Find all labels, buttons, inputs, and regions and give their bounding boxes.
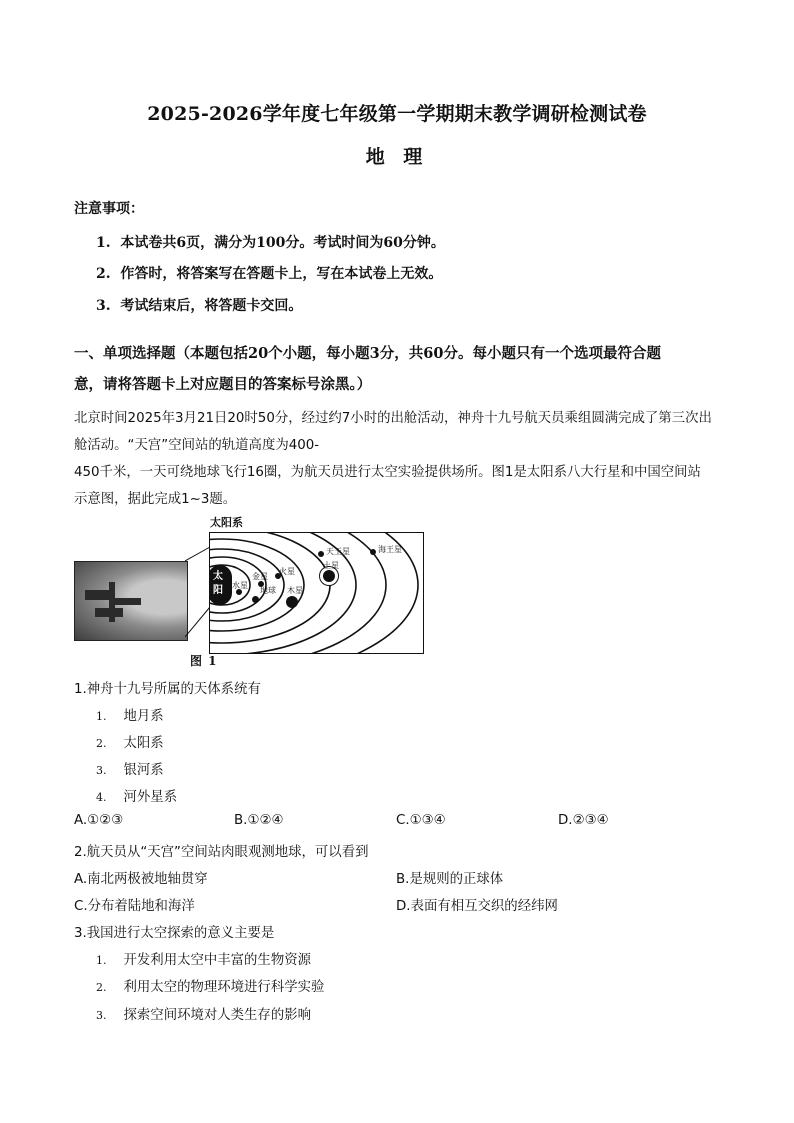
notice-item-text: 作答时，将答案写在答题卡上，写在本试卷上无效。 [120, 266, 443, 282]
item-number: 2. [96, 737, 107, 750]
item-text: 开发利用太空中丰富的生物资源 [123, 953, 311, 968]
solar-panel-icon [115, 598, 141, 605]
item-text: 探索空间环境对人类生存的影响 [123, 1008, 311, 1023]
option-a[interactable]: A.①②③ [74, 813, 124, 828]
item-number: 2. [96, 981, 107, 994]
question-item [96, 976, 324, 995]
item-text: 银河系 [123, 763, 164, 778]
item-number: 4. [96, 791, 107, 804]
option-d[interactable]: D.②③④ [558, 813, 609, 828]
planet-label-mercury: 水星 [232, 581, 248, 590]
option-a[interactable]: A.南北两极被地轴贯穿 [74, 872, 208, 887]
planet-label-neptune: 海王星 [378, 545, 402, 554]
option-c[interactable]: C.分布着陆地和海洋 [74, 899, 195, 914]
item-text: 地月系 [123, 709, 164, 724]
item-number: 3. [96, 1009, 107, 1022]
planet-dot [318, 551, 324, 557]
question-item [96, 732, 164, 751]
callout-lines [185, 545, 211, 640]
option-c[interactable]: C.①③④ [396, 813, 446, 828]
solar-system-diagram [209, 532, 424, 654]
item-number: 1. [96, 954, 107, 967]
planet-label-uranus: 天王星 [326, 547, 350, 556]
planet-label-jupiter: 木星 [287, 586, 303, 595]
section-heading-line2: 意，请将答题卡上对应题目的答案标号涂黑。） [74, 376, 372, 393]
space-station-photo [74, 561, 188, 641]
item-text: 利用太空的物理环境进行科学实验 [123, 980, 325, 995]
item-number: 1. [96, 710, 107, 723]
notice-item [96, 295, 302, 315]
notice-item [96, 263, 442, 283]
sun-label: 太阳 [213, 571, 223, 596]
question-item [96, 949, 311, 968]
section-heading-line1: 一、单项选择题（本题包括20个小题，每小题3分，共60分。每小题只有一个选项最符合题 [74, 345, 661, 362]
question-stem: 3.我国进行太空探索的意义主要是 [74, 926, 275, 941]
question-item [96, 786, 177, 805]
planet-dot [370, 549, 376, 555]
planet-label-saturn: 土星 [323, 561, 339, 570]
question-item [96, 705, 164, 724]
planet-dot [323, 570, 335, 582]
solar-system-label: 太阳系 [210, 516, 243, 529]
planet-dot [252, 596, 259, 603]
notice-item-text: 本试卷共6页，满分为100分。考试时间为60分钟。 [120, 235, 445, 251]
option-d[interactable]: D.表面有相互交织的经纬网 [396, 899, 558, 914]
notice-item-text: 考试结束后，将答题卡交回。 [120, 298, 303, 314]
passage-line: 450千米，一天可绕地球飞行16圈，为航天员进行太空实验提供场所。图1是太阳系八大行星和中国空间站 [74, 465, 701, 480]
notice-item-number: 3. [96, 298, 111, 314]
notice-item-number: 1. [96, 235, 111, 251]
option-b[interactable]: B.①②④ [234, 813, 284, 828]
subject-title: 地 理 [365, 146, 429, 168]
notice-item-number: 2. [96, 266, 111, 282]
passage-line: 舱活动。“天宫”空间站的轨道高度为400- [74, 438, 320, 453]
passage-line: 示意图，据此完成1~3题。 [74, 492, 237, 507]
planet-label-earth: 地球 [260, 586, 276, 595]
exam-title: 2025-2026学年度七年级第一学期期末教学调研检测试卷 [147, 103, 647, 125]
item-number: 3. [96, 764, 107, 777]
passage-line: 北京时间2025年3月21日20时50分，经过约7小时的出舱活动，神舟十九号航天员乘组圆满完成了第三次出 [74, 411, 712, 426]
item-text: 河外星系 [123, 790, 178, 805]
question-stem: 1.神舟十九号所属的天体系统有 [74, 682, 261, 697]
option-b[interactable]: B.是规则的正球体 [396, 872, 504, 887]
planet-label-mars: 火星 [279, 567, 295, 576]
notice-heading: 注意事项： [74, 201, 144, 217]
question-item [96, 759, 164, 778]
solar-panel-icon [95, 608, 123, 617]
question-item [96, 1004, 311, 1023]
planet-label-venus: 金星 [252, 572, 268, 581]
question-stem: 2.航天员从“天宫”空间站肉眼观测地球，可以看到 [74, 845, 369, 860]
notice-item [96, 232, 445, 252]
planet-dot [286, 596, 298, 608]
item-text: 太阳系 [123, 736, 164, 751]
figure-caption: 图 1 [190, 654, 218, 668]
